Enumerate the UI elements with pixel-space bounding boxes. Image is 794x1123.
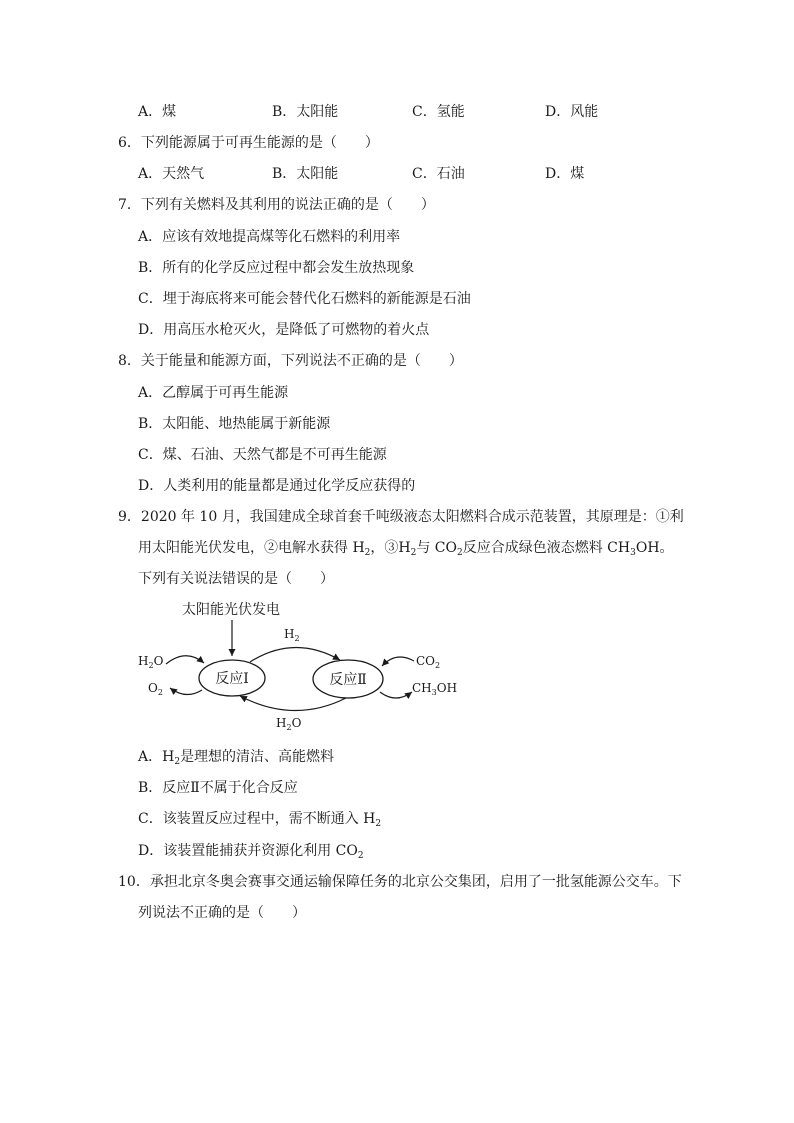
q7-option-b: B．所有的化学反应过程中都会发生放热现象 bbox=[138, 260, 415, 276]
q9-reaction-diagram bbox=[134, 596, 464, 736]
q10-stem-line2: 列说法不正确的是（ ） bbox=[138, 905, 306, 921]
q9-option-a: A．$H_2$是理想的清洁、高能燃料 bbox=[138, 749, 335, 767]
o2-out-label: $O_2$ bbox=[148, 681, 163, 697]
q8-option-a: A．乙醇属于可再生能源 bbox=[138, 385, 289, 401]
q6-option-c: C．石油 bbox=[412, 166, 465, 182]
q5-option-a: A．煤 bbox=[138, 104, 177, 120]
q8-stem: 8．关于能量和能源方面，下列说法不正确的是（ ） bbox=[118, 353, 463, 369]
q6-stem: 6．下列能源属于可再生能源的是（ ） bbox=[118, 135, 379, 151]
h2-arrow bbox=[250, 647, 340, 662]
q10-stem-line1: 10．承担北京冬奥会赛事交通运输保障任务的北京公交集团，启用了一批氢能源公交车。下 bbox=[118, 874, 682, 890]
o2-out-arrow bbox=[170, 688, 202, 695]
q5-option-d: D．风能 bbox=[545, 104, 599, 120]
q7-option-d: D．用高压水枪灭火，是降低了可燃物的着火点 bbox=[138, 322, 430, 338]
ch3oh-out-arrow bbox=[380, 692, 412, 698]
q8-option-c: C．煤、石油、天然气都是不可再生能源 bbox=[138, 447, 387, 463]
q5-option-b: B．太阳能 bbox=[272, 104, 339, 120]
diagram-top-label: 太阳能光伏发电 bbox=[182, 602, 280, 618]
q9-option-b: B．反应Ⅱ不属于化合反应 bbox=[138, 780, 298, 796]
q7-option-a: A．应该有效地提高煤等化石燃料的利用率 bbox=[138, 229, 401, 245]
q8-option-d: D．人类利用的能量都是通过化学反应获得的 bbox=[138, 478, 416, 494]
h2o-return-arrow bbox=[240, 696, 346, 711]
h2o-in-label: $H_2O$ bbox=[138, 654, 164, 670]
q9-option-d: D．该装置能捕获并资源化利用 $CO_2$ bbox=[138, 843, 364, 861]
q5-option-c: C．氢能 bbox=[412, 104, 465, 120]
q9-stem-line3: 下列有关说法错误的是（ ） bbox=[138, 571, 334, 587]
ch3oh-out-label: $CH_3OH$ bbox=[412, 681, 458, 697]
co2-in-arrow bbox=[382, 657, 414, 666]
h2o-return-label: $H_2O$ bbox=[276, 716, 302, 732]
q6-option-a: A．天然气 bbox=[138, 166, 205, 182]
q8-option-b: B．太阳能、地热能属于新能源 bbox=[138, 416, 331, 432]
reactor-2-label: 反应Ⅱ bbox=[329, 672, 367, 688]
q9-stem-line1: 9．2020 年 10 月，我国建成全球首套千吨级液态太阳燃料合成示范装置，其原理是：①利 bbox=[118, 509, 684, 525]
q7-stem: 7．下列有关燃料及其利用的说法正确的是（ ） bbox=[118, 197, 435, 213]
q9-option-c: C．该装置反应过程中，需不断通入 $H_2$ bbox=[138, 811, 382, 829]
q6-option-b: B．太阳能 bbox=[272, 166, 339, 182]
reactor-1-label: 反应Ⅰ bbox=[215, 671, 249, 687]
h2-label: $H_2$ bbox=[284, 627, 300, 643]
h2o-in-arrow bbox=[166, 656, 204, 664]
q6-option-d: D．煤 bbox=[545, 166, 585, 182]
co2-in-label: $CO_2$ bbox=[416, 654, 441, 670]
q9-stem-line2: 用太阳能光伏发电，②电解水获得 $H_2$，$③H_2$与 $CO_2$反应合成绿色液态燃料 $CH_3OH$。 bbox=[138, 540, 674, 558]
q7-option-c: C．埋于海底将来可能会替代化石燃料的新能源是石油 bbox=[138, 291, 471, 307]
